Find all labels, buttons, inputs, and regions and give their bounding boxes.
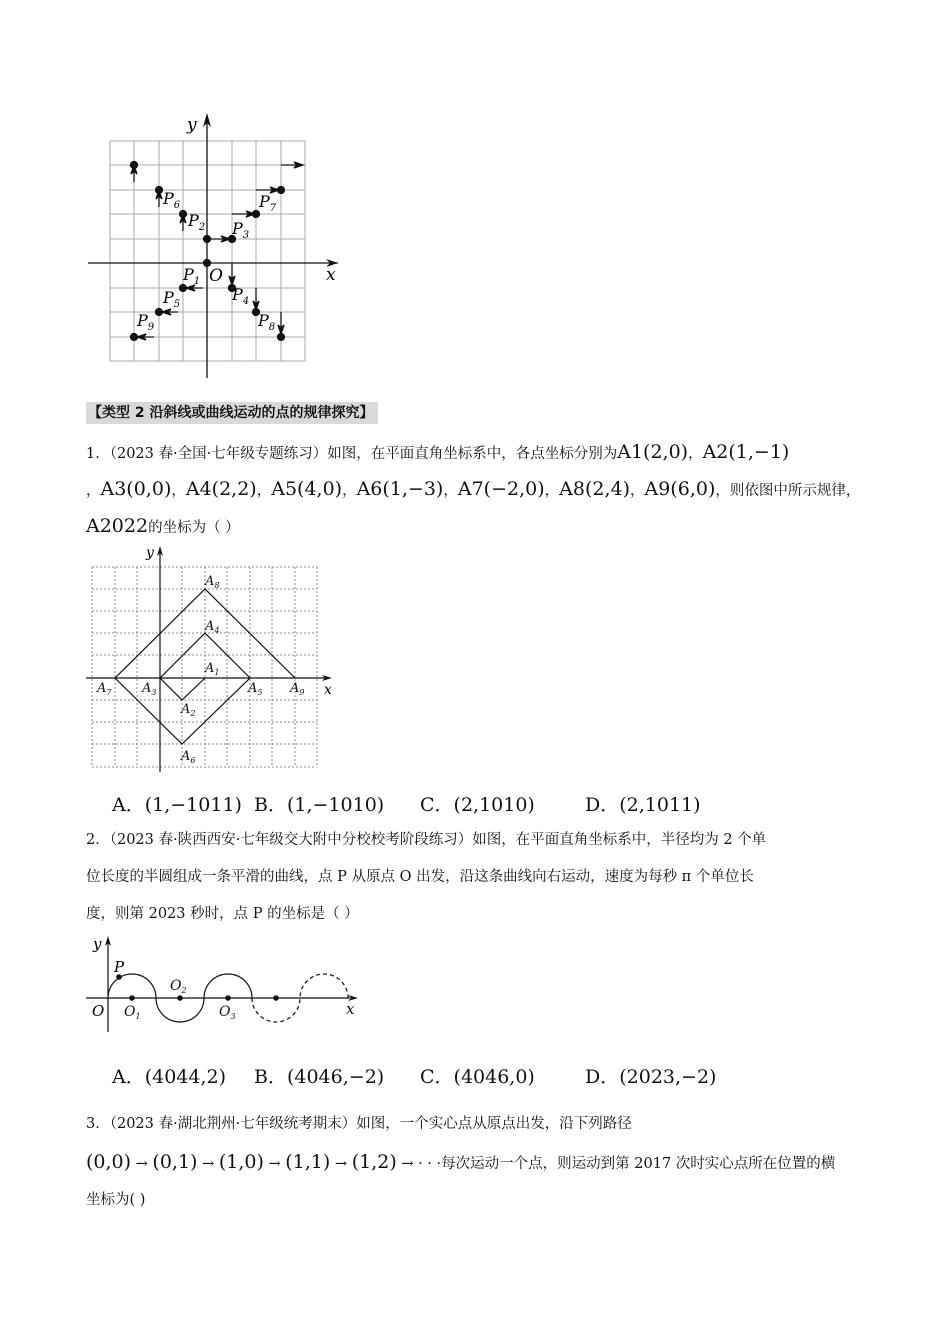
q1-fig-label-a2: $A_2$ [181,702,196,718]
q1-option-c[interactable]: C．(2,1010) [420,794,535,816]
q1-fig-axis-x-label: x [324,682,332,698]
q1-stem-b: 则依图中所示规律， [729,483,861,499]
q2-option-d[interactable]: D．(2023,−2) [585,1066,717,1088]
q1-figure [86,544,342,776]
q3-line-2: (0,0) → (0,1) → (1,0) → (1,1) → (1,2) → · · ·每次运动一个点，则运动到第 2017 次时实心点所在位置的横 [86,1151,836,1173]
q1-line-2: ，A3(0,0)，A4(2,2)，A5(4,0)，A6(1,−3)，A7(−2,0)，A8(2,4)，A9(6,0)，则依图中所示规律， [86,478,861,500]
fig1-label-p3: $P_3$ [232,219,250,241]
q2-fig-label-o3: $O_3$ [219,1004,236,1021]
q1-coord-a8: A8(2,4) [559,478,630,500]
fig1-axis-x-label: x [326,265,336,285]
fig1-label-p5: $P_5$ [163,288,181,310]
q3-path-4: (1,2) [351,1151,397,1173]
q2-number: 2． [86,832,110,848]
q1-stem-a: 如图，在平面直角坐标系中，各点坐标分别为 [327,446,618,462]
q1-fig-axis-y-label: y [146,545,154,561]
q2-line-1 [86,830,766,850]
q1-source: （2023 春·全国·七年级专题练习） [109,446,328,462]
q1-target: A2022 [86,515,149,537]
q1-line-1: 1．（2023 春·全国·七年级专题练习）如图，在平面直角坐标系中，各点坐标分别为A1(2,0)，A2(1,−1) [86,441,790,463]
fig1-label-p2: $P_2$ [188,211,206,233]
q3-path-3: (1,1) [285,1151,331,1173]
fig1-origin-label: O [209,266,223,286]
q3-path-1: (0,1) [152,1151,198,1173]
q1-fig-label-a4: $A_4$ [205,619,220,635]
q1-fig-label-a7: $A_7$ [97,681,112,697]
q1-coord-a2: A2(1,−1) [702,441,790,463]
q2-line1-text: 如图，在平面直角坐标系中，半径均为 2 个单 [472,832,767,848]
q1-fig-label-a1: $A_1$ [205,661,220,677]
fig1-label-p1: $P_1$ [183,265,201,287]
q2-fig-axis-x-label: x [346,1000,355,1018]
q3-number: 3． [86,1116,110,1132]
q1-coord-a3: A3(0,0) [100,478,172,500]
fig1-grid-figure [82,108,352,386]
fig1-label-p6: $P_6$ [163,189,181,211]
q1-line-3 [86,516,240,538]
q2-option-c[interactable]: C．(4046,0) [420,1066,535,1088]
q2-option-a[interactable]: A．(4044,2) [112,1066,227,1088]
q2-line-3: 度，则第 2023 秒时，点 P 的坐标是（ ） [86,906,359,922]
q1-fig-label-a5: $A_5$ [248,681,263,697]
section-title: 【类型 2 沿斜线或曲线运动的点的规律探究】 [86,402,378,424]
q1-fig-label-a8: $A_8$ [205,574,220,590]
q1-coord-a9: A9(6,0) [644,478,716,500]
q1-fig-label-a9: $A_9$ [290,681,305,697]
q3-line2-tail: · · ·每次运动一个点，则运动到第 2017 次时实心点所在位置的横 [418,1156,836,1172]
q2-fig-label-o1: $O_1$ [124,1004,141,1021]
q1-fig-label-a6: $A_6$ [181,749,196,765]
q2-fig-point-label: P [114,958,125,976]
fig1-label-p9: $P_9$ [137,311,155,333]
q1-coord-a5: A5(4,0) [271,478,343,500]
fig1-label-p4: $P_4$ [232,285,250,307]
q2-source: （2023 春·陕西西安·七年级交大附中分校校考阶段练习） [109,832,473,848]
q1-coord-a1: A1(2,0) [617,441,689,463]
q1-coord-a6: A6(1,−3) [356,478,444,500]
fig1-label-p7: $P_7$ [259,192,277,214]
q1-option-d[interactable]: D．(2,1011) [585,794,701,816]
q1-number: 1． [86,446,110,462]
q1-stem-c: 的坐标为（ ） [148,520,240,536]
q3-source: （2023 春·湖北荆州·七年级统考期末） [109,1116,357,1132]
q2-option-b[interactable]: B．(4046,−2) [254,1066,385,1088]
q1-coord-a4: A4(2,2) [185,478,257,500]
q3-line1-text: 如图，一个实心点从原点出发，沿下列路径 [356,1116,632,1132]
q3-line-1 [86,1114,632,1134]
q2-fig-origin-label: O [92,1002,105,1020]
fig1-label-p8: $P_8$ [258,311,276,333]
q1-option-a[interactable]: A．(1,−1011) [112,794,242,816]
q1-fig-label-a3: $A_3$ [142,681,157,697]
q2-fig-label-o2: $O_2$ [170,978,187,995]
q1-coord-a7: A7(−2,0) [457,478,545,500]
q2-fig-axis-y-label: y [93,935,102,953]
q3-path-2: (1,0) [218,1151,264,1173]
fig1-axis-y-label: y [187,115,197,135]
q1-option-b[interactable]: B．(1,−1010) [254,794,385,816]
q3-path-0: (0,0) [86,1151,132,1173]
q2-figure [86,932,366,1040]
q3-line-3: 坐标为( ) [86,1192,146,1208]
q2-line-2: 位长度的半圆组成一条平滑的曲线，点 P 从原点 O 出发，沿这条曲线向右运动，速度为每秒 π 个单位长 [86,869,754,885]
